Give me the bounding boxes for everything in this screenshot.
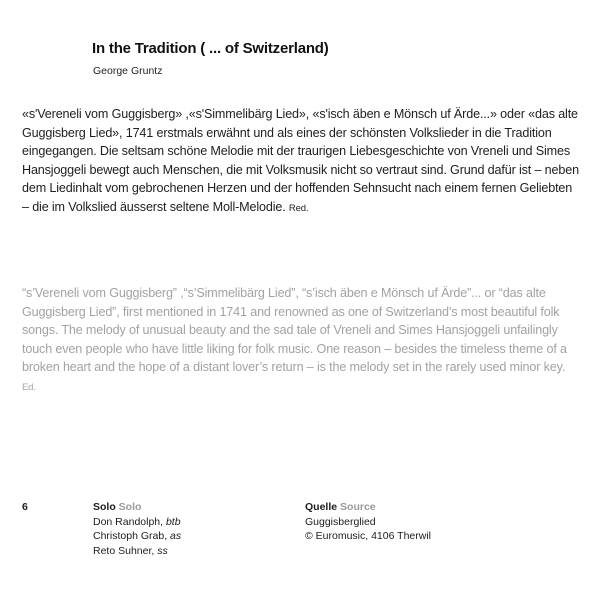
source-label-de: Quelle [305,501,338,513]
source-label-en: Source [340,501,376,513]
english-liner-notes [22,284,582,398]
source-line: © Euromusic, 4106 Therwil [305,530,432,542]
english-editor-tag: Ed. [22,381,36,393]
source-line: Guggisberglied [305,515,376,528]
solo-player [93,544,181,559]
source-heading [305,500,431,515]
english-text: “s’Vereneli vom Guggisberg” ,“s’Simmelibärg Lied”, “s’isch äben e Mönsch uf Ärde”... or “das alte Guggisberg Lied”, first mentioned in 1741 and renowned as one of Switzerland’s most beautiful folk songs. The melody of unusual beauty and the sad tale of Vreneli and Simes Hansjoggeli unfailingly touch even people who have little liking for folk music. One reason – besides the timeless theme of a broken heart and the hope of a distant lover’s return – is the melody set in the rarely used minor key. [22,286,567,375]
solo-label-en: Solo [118,501,142,513]
german-editor-tag: Red. [288,202,309,214]
solo-heading [93,500,181,515]
solo-player [93,529,181,544]
solo-label-de: Solo [93,501,116,513]
player-name: Reto Suhner, [93,544,158,557]
solo-player [93,515,181,530]
solo-credits [93,500,181,558]
player-name: Christoph Grab, [93,530,171,542]
player-instrument: ss [157,544,168,557]
german-text: «s'Vereneli vom Guggisberg» ,«s'Simmelibärg Lied», «s'isch äben e Mönsch uf Ärde...» oder «das alte Guggisberg Lied», 1741 erstmals erwähnt und als eines der schönsten Volkslieder in die Tradition eingegangen. Die seltsam schöne Melodie mit der traurigen Liebesgeschichte von Vreneli und Simes Hansjoggeli bewegt auch Menschen, die mit Volksmusik nicht so vertraut sind. Grund dafür ist – neben dem Liedinhalt vom gebrochenen Herzen und der hoffenden Sehnsucht nach einem fernen Geliebten – die im Volkslied äusserst seltene Moll-Melodie. [22,107,579,214]
composer-name: George Gruntz [93,65,163,77]
player-name: Don Randolph, [93,515,166,528]
german-liner-notes [22,105,582,219]
page-number: 6 [22,501,28,513]
source-credits [305,500,431,544]
track-title: In the Tradition ( ... of Switzerland) [92,40,329,57]
player-instrument: btb [165,515,181,528]
player-instrument: as [170,530,182,542]
